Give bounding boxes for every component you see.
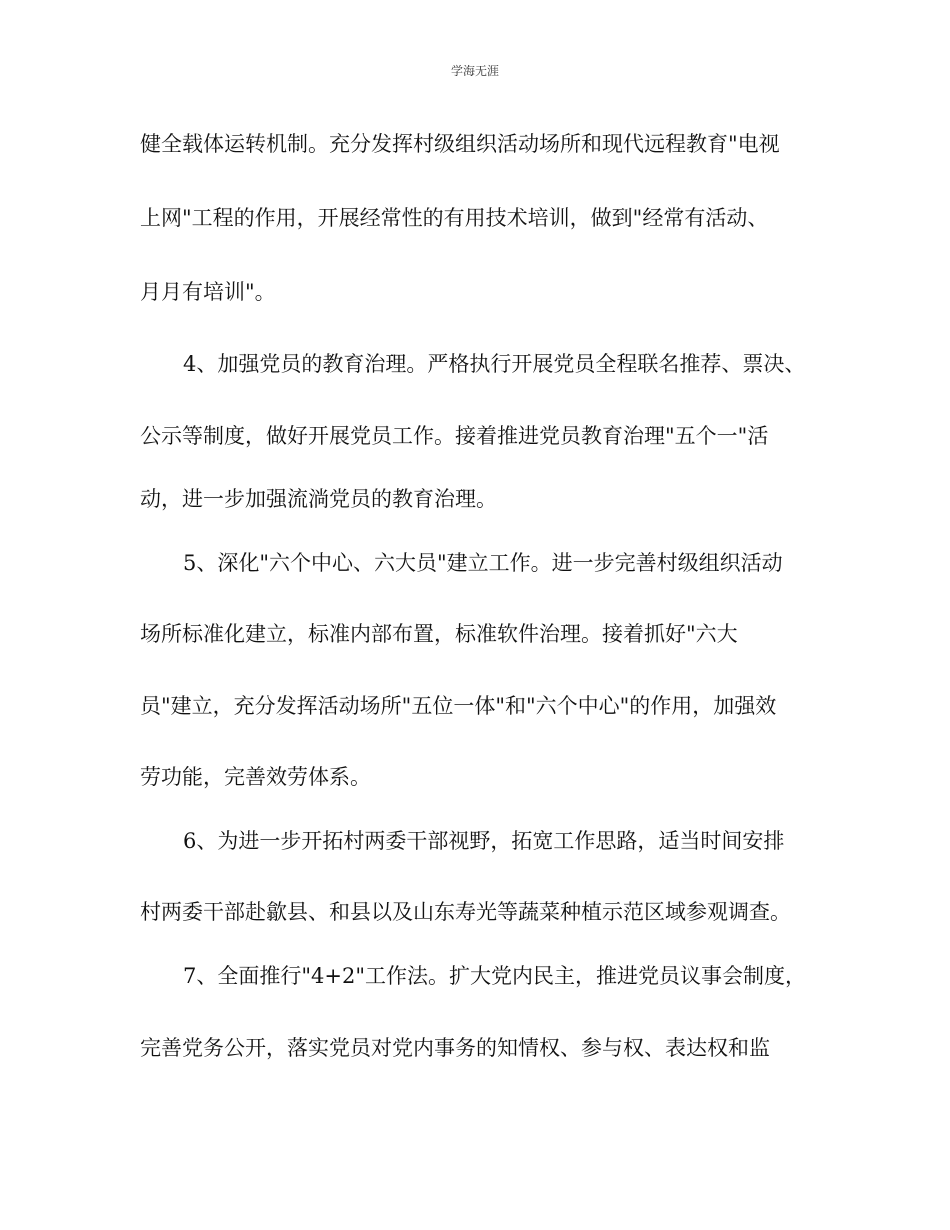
- text-line: 6、为进一步开拓村两委干部视野，拓宽工作思路，适当时间安排: [183, 829, 785, 853]
- text-line: 场所标准化建立，标准内部布置，标准软件治理。接着抓好"六大: [140, 622, 738, 646]
- text-line: 4、加强党员的教育治理。严格执行开展党员全程联名推荐、票决、: [183, 352, 806, 376]
- text-line: 动，进一步加强流淌党员的教育治理。: [140, 487, 497, 511]
- text-line: 员"建立，充分发挥活动场所"五位一体"和"六个中心"的作用，加强效: [140, 694, 777, 718]
- text-line: 7、全面推行"4+2"工作法。扩大党内民主，推进党员议事会制度，: [183, 964, 806, 988]
- text-line: 公示等制度，做好开展党员工作。接着推进党员教育治理"五个一"活: [140, 424, 769, 448]
- text-line: 上网"工程的作用，开展经常性的有用技术培训，做到"经常有活动、: [140, 206, 769, 230]
- text-line: 村两委干部赴歙县、和县以及山东寿光等蔬菜种植示范区域参观调查。: [140, 900, 791, 924]
- text-line: 健全载体运转机制。充分发挥村级组织活动场所和现代远程教育"电视: [140, 132, 780, 156]
- text-line: 月月有培训"。: [140, 280, 276, 304]
- text-line: 完善党务公开，落实党员对党内事务的知情权、参与权、表达权和监: [140, 1036, 770, 1060]
- text-line: 劳功能，完善效劳体系。: [140, 765, 371, 789]
- text-line: 5、深化"六个中心、六大员"建立工作。进一步完善村级组织活动: [183, 551, 783, 575]
- page-header: 学海无涯: [450, 64, 499, 78]
